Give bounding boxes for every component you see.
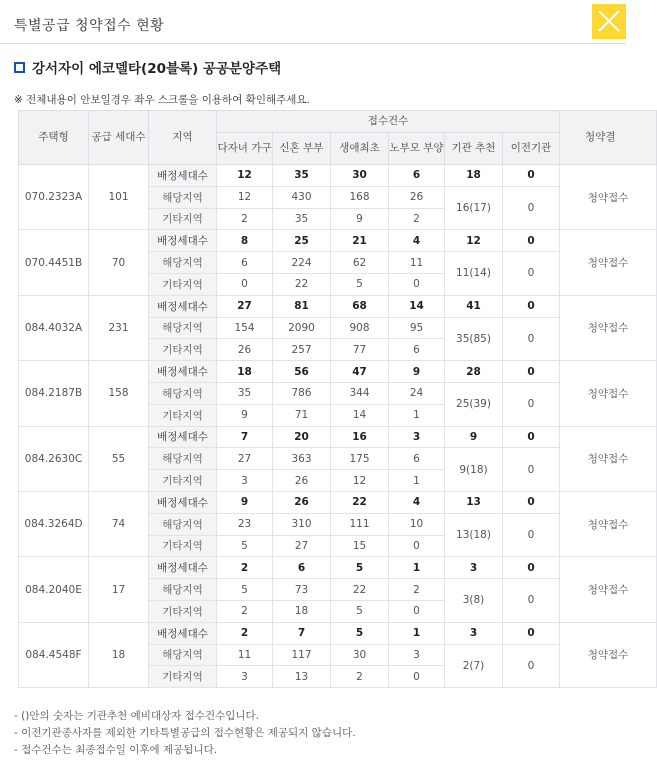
count-cell: 7 (273, 622, 331, 644)
transfer-agency-cell: 0 (503, 579, 560, 623)
region-cell: 기타지역 (149, 535, 217, 557)
count-cell: 257 (273, 339, 331, 361)
count-cell: 7 (217, 426, 273, 448)
transfer-agency-cell: 0 (503, 230, 560, 252)
count-cell: 56 (273, 361, 331, 383)
supply-units-cell: 231 (89, 295, 149, 360)
region-cell: 배정세대수 (149, 622, 217, 644)
supply-units-cell: 158 (89, 361, 149, 426)
transfer-agency-cell: 0 (503, 186, 560, 230)
section-title (14, 57, 281, 77)
agency-recommend-cell: 41 (445, 295, 503, 317)
count-cell: 117 (273, 644, 331, 666)
supply-units-cell: 101 (89, 165, 149, 230)
subheader-cell: 다자녀 가구 (217, 133, 273, 165)
region-cell: 기타지역 (149, 470, 217, 492)
header-region: 지역 (149, 111, 217, 165)
count-cell: 1 (389, 470, 445, 492)
transfer-agency-cell: 0 (503, 382, 560, 426)
count-cell: 24 (389, 382, 445, 404)
count-cell: 224 (273, 252, 331, 274)
region-cell: 배정세대수 (149, 295, 217, 317)
count-cell: 5 (331, 557, 389, 579)
count-cell: 47 (331, 361, 389, 383)
region-cell: 해당지역 (149, 644, 217, 666)
transfer-agency-cell: 0 (503, 165, 560, 187)
count-cell: 9 (217, 491, 273, 513)
modal-header (0, 0, 626, 44)
count-cell: 26 (273, 491, 331, 513)
agency-recommend-cell: 13(18) (445, 513, 503, 557)
region-cell: 기타지역 (149, 339, 217, 361)
count-cell: 310 (273, 513, 331, 535)
housing-type-cell: 070.2323A (19, 165, 89, 230)
housing-type-cell: 070.4451B (19, 230, 89, 295)
housing-type-cell: 084.2040E (19, 557, 89, 622)
count-cell: 35 (217, 382, 273, 404)
region-cell: 배정세대수 (149, 361, 217, 383)
close-button[interactable] (592, 4, 626, 39)
housing-type-cell: 084.4032A (19, 295, 89, 360)
housing-type-cell: 084.2187B (19, 361, 89, 426)
count-cell: 11 (217, 644, 273, 666)
count-cell: 2 (331, 666, 389, 688)
count-cell: 13 (273, 666, 331, 688)
table-body (19, 165, 657, 688)
section-title-text: 강서자이 에코델타(20블록) 공공분양주택 (32, 61, 282, 77)
region-cell: 배정세대수 (149, 491, 217, 513)
count-cell: 12 (331, 470, 389, 492)
count-cell: 2 (217, 600, 273, 622)
agency-recommend-cell: 18 (445, 165, 503, 187)
count-cell: 27 (217, 295, 273, 317)
table-row (19, 295, 657, 317)
subheader-cell: 이전기관 (503, 133, 560, 165)
count-cell: 26 (217, 339, 273, 361)
region-cell: 배정세대수 (149, 426, 217, 448)
agency-recommend-cell: 25(39) (445, 382, 503, 426)
region-cell: 배정세대수 (149, 557, 217, 579)
transfer-agency-cell: 0 (503, 622, 560, 644)
count-cell: 2090 (273, 317, 331, 339)
housing-type-cell: 084.3264D (19, 491, 89, 556)
agency-recommend-cell: 3 (445, 622, 503, 644)
agency-recommend-cell: 13 (445, 491, 503, 513)
table-row (19, 230, 657, 252)
agency-recommend-cell: 2(7) (445, 644, 503, 688)
count-cell: 23 (217, 513, 273, 535)
header-result: 청약결 (560, 111, 657, 165)
supply-units-cell: 17 (89, 557, 149, 622)
agency-recommend-cell: 9(18) (445, 448, 503, 492)
agency-recommend-cell: 3 (445, 557, 503, 579)
subheader-cell: 기관 추천 (445, 133, 503, 165)
footnotes (14, 708, 356, 759)
close-icon (597, 9, 621, 33)
supply-units-cell: 55 (89, 426, 149, 491)
transfer-agency-cell: 0 (503, 491, 560, 513)
region-cell: 해당지역 (149, 448, 217, 470)
count-cell: 6 (273, 557, 331, 579)
result-cell: 청약접수 (560, 622, 657, 687)
footnote: - 이전기관종사자를 제외한 기타특별공급의 접수현황은 제공되지 않습니다. (14, 727, 356, 739)
table-row (19, 361, 657, 383)
count-cell: 21 (331, 230, 389, 252)
count-cell: 9 (389, 361, 445, 383)
count-cell: 26 (389, 186, 445, 208)
result-cell: 청약접수 (560, 361, 657, 426)
count-cell: 111 (331, 513, 389, 535)
count-cell: 22 (273, 273, 331, 295)
region-cell: 기타지역 (149, 273, 217, 295)
count-cell: 0 (217, 273, 273, 295)
count-cell: 14 (331, 404, 389, 426)
count-cell: 0 (389, 273, 445, 295)
count-cell: 3 (389, 426, 445, 448)
count-cell: 14 (389, 295, 445, 317)
footnote: - ()안의 숫자는 기관추천 예비대상자 접수건수입니다. (14, 710, 260, 722)
count-cell: 15 (331, 535, 389, 557)
transfer-agency-cell: 0 (503, 252, 560, 296)
count-cell: 430 (273, 186, 331, 208)
count-cell: 4 (389, 491, 445, 513)
region-cell: 해당지역 (149, 186, 217, 208)
count-cell: 22 (331, 579, 389, 601)
region-cell: 해당지역 (149, 382, 217, 404)
count-cell: 5 (217, 579, 273, 601)
count-cell: 16 (331, 426, 389, 448)
result-cell: 청약접수 (560, 295, 657, 360)
supply-units-cell: 70 (89, 230, 149, 295)
transfer-agency-cell: 0 (503, 426, 560, 448)
count-cell: 344 (331, 382, 389, 404)
count-cell: 8 (217, 230, 273, 252)
region-cell: 기타지역 (149, 404, 217, 426)
subheader-cell: 신혼 부부 (273, 133, 331, 165)
count-cell: 77 (331, 339, 389, 361)
count-cell: 3 (389, 644, 445, 666)
count-cell: 363 (273, 448, 331, 470)
supply-units-cell: 18 (89, 622, 149, 687)
count-cell: 26 (273, 470, 331, 492)
count-cell: 786 (273, 382, 331, 404)
header-supply-units: 공급 세대수 (89, 111, 149, 165)
subheader-cell: 노부모 부양 (389, 133, 445, 165)
count-cell: 2 (389, 208, 445, 230)
region-cell: 배정세대수 (149, 165, 217, 187)
scroll-notice: ※ 전체내용이 안보일경우 좌우 스크롤을 이용하여 확인해주세요. (14, 94, 310, 106)
region-cell: 기타지역 (149, 208, 217, 230)
table-row (19, 491, 657, 513)
count-cell: 30 (331, 165, 389, 187)
agency-recommend-cell: 3(8) (445, 579, 503, 623)
agency-recommend-cell: 12 (445, 230, 503, 252)
count-cell: 4 (389, 230, 445, 252)
count-cell: 2 (217, 557, 273, 579)
count-cell: 73 (273, 579, 331, 601)
square-bullet-icon (14, 62, 25, 73)
region-cell: 해당지역 (149, 317, 217, 339)
count-cell: 18 (273, 600, 331, 622)
count-cell: 6 (389, 339, 445, 361)
count-cell: 3 (217, 470, 273, 492)
transfer-agency-cell: 0 (503, 317, 560, 361)
transfer-agency-cell: 0 (503, 644, 560, 688)
count-cell: 908 (331, 317, 389, 339)
count-cell: 81 (273, 295, 331, 317)
table-row (19, 557, 657, 579)
footnote: - 접수건수는 최종접수일 이후에 제공됩니다. (14, 744, 218, 756)
count-cell: 6 (217, 252, 273, 274)
result-cell: 청약접수 (560, 557, 657, 622)
count-cell: 9 (217, 404, 273, 426)
count-cell: 5 (331, 273, 389, 295)
result-cell: 청약접수 (560, 426, 657, 491)
count-cell: 5 (331, 600, 389, 622)
region-cell: 해당지역 (149, 252, 217, 274)
agency-recommend-cell: 35(85) (445, 317, 503, 361)
count-cell: 5 (217, 535, 273, 557)
count-cell: 175 (331, 448, 389, 470)
count-cell: 22 (331, 491, 389, 513)
count-cell: 11 (389, 252, 445, 274)
agency-recommend-cell: 28 (445, 361, 503, 383)
transfer-agency-cell: 0 (503, 295, 560, 317)
application-status-table (18, 110, 657, 688)
count-cell: 27 (217, 448, 273, 470)
count-cell: 168 (331, 186, 389, 208)
header-housing-type: 주택형 (19, 111, 89, 165)
region-cell: 해당지역 (149, 579, 217, 601)
table-scroll-container[interactable] (18, 110, 629, 688)
count-cell: 12 (217, 165, 273, 187)
count-cell: 5 (331, 622, 389, 644)
count-cell: 25 (273, 230, 331, 252)
count-cell: 35 (273, 208, 331, 230)
count-cell: 68 (331, 295, 389, 317)
count-cell: 1 (389, 557, 445, 579)
result-cell: 청약접수 (560, 165, 657, 230)
table-row (19, 622, 657, 644)
agency-recommend-cell: 11(14) (445, 252, 503, 296)
count-cell: 3 (217, 666, 273, 688)
region-cell: 기타지역 (149, 600, 217, 622)
transfer-agency-cell: 0 (503, 513, 560, 557)
region-cell: 기타지역 (149, 666, 217, 688)
count-cell: 30 (331, 644, 389, 666)
count-cell: 35 (273, 165, 331, 187)
count-cell: 18 (217, 361, 273, 383)
transfer-agency-cell: 0 (503, 557, 560, 579)
result-cell: 청약접수 (560, 491, 657, 556)
table-row (19, 165, 657, 187)
table-row (19, 426, 657, 448)
transfer-agency-cell: 0 (503, 361, 560, 383)
count-cell: 6 (389, 448, 445, 470)
count-cell: 1 (389, 404, 445, 426)
count-cell: 62 (331, 252, 389, 274)
result-cell: 청약접수 (560, 230, 657, 295)
count-cell: 10 (389, 513, 445, 535)
count-cell: 0 (389, 666, 445, 688)
supply-units-cell: 74 (89, 491, 149, 556)
count-cell: 71 (273, 404, 331, 426)
count-cell: 12 (217, 186, 273, 208)
count-cell: 2 (217, 622, 273, 644)
count-cell: 1 (389, 622, 445, 644)
count-cell: 0 (389, 535, 445, 557)
transfer-agency-cell: 0 (503, 448, 560, 492)
count-cell: 6 (389, 165, 445, 187)
agency-recommend-cell: 16(17) (445, 186, 503, 230)
count-cell: 0 (389, 600, 445, 622)
count-cell: 27 (273, 535, 331, 557)
housing-type-cell: 084.2630C (19, 426, 89, 491)
housing-type-cell: 084.4548F (19, 622, 89, 687)
count-cell: 95 (389, 317, 445, 339)
count-cell: 2 (389, 579, 445, 601)
count-cell: 2 (217, 208, 273, 230)
region-cell: 배정세대수 (149, 230, 217, 252)
header-applications: 접수건수 (217, 111, 560, 133)
count-cell: 9 (331, 208, 389, 230)
subheader-cell: 생애최초 (331, 133, 389, 165)
count-cell: 154 (217, 317, 273, 339)
region-cell: 해당지역 (149, 513, 217, 535)
count-cell: 20 (273, 426, 331, 448)
modal-title: 특별공급 청약접수 현황 (14, 18, 165, 34)
agency-recommend-cell: 9 (445, 426, 503, 448)
